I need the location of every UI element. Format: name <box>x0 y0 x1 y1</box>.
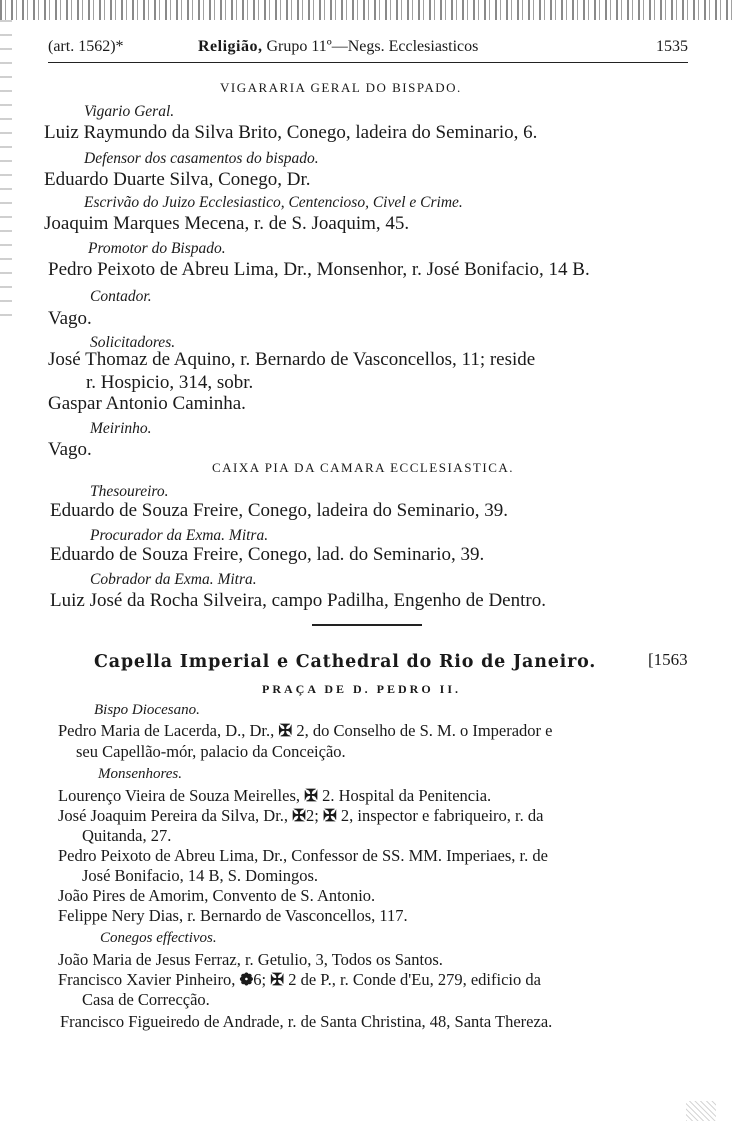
cross-icon: ✠ <box>292 806 306 825</box>
section-heading-caixa: CAIXA PIA DA CAMARA ECCLESIASTICA. <box>212 460 515 475</box>
role-label: Escrivão do Juizo Ecclesiastico, Centencioso, Civel e Crime. <box>84 194 463 211</box>
role-label: Contador. <box>90 288 152 305</box>
role-label: Monsenhores. <box>98 766 183 782</box>
entry-line: Felippe Nery Dias, r. Bernardo de Vasconcellos, 117. <box>58 906 408 925</box>
entry-line: Casa de Correcção. <box>82 990 210 1009</box>
section-divider <box>312 624 422 626</box>
role-label: Procurador da Exma. Mitra. <box>90 527 269 544</box>
running-title <box>198 38 478 56</box>
section-heading-vigararia: VIGARARIA GERAL DO BISPADO. <box>220 80 462 95</box>
cross-icon: ✠ <box>270 970 285 989</box>
entry-line: r. Hospicio, 314, sobr. <box>86 372 254 393</box>
entry-line: Luiz José da Rocha Silveira, campo Padilha, Engenho de Dentro. <box>50 590 546 611</box>
header-rule <box>48 62 688 63</box>
running-head <box>48 38 688 60</box>
scan-noise-corner <box>686 1101 716 1121</box>
article-ref: (art. 1562)* <box>48 38 124 55</box>
entry-line: João Maria de Jesus Ferraz, r. Getulio, 3, Todos os Santos. <box>58 950 443 969</box>
entry-line: Pedro Peixoto de Abreu Lima, Dr., Confessor de SS. MM. Imperiaes, r. de <box>58 846 548 865</box>
role-label: Solicitadores. <box>90 334 176 351</box>
capella-title: Capella Imperial e Cathedral do Rio de Janeiro. <box>94 652 597 672</box>
entry-line: Eduardo de Souza Freire, Conego, lad. do Seminario, 39. <box>50 544 485 565</box>
role-label: Promotor do Bispado. <box>88 240 226 257</box>
cross-icon: ✠ <box>304 786 318 805</box>
scan-noise-left <box>0 20 12 320</box>
entry-line: José Bonifacio, 14 B, S. Domingos. <box>82 866 319 885</box>
entry-line: Pedro Maria de Lacerda, D., Dr., ✠ 2, do Conselho de S. M. o Imperador e <box>58 721 553 740</box>
entry-line: Eduardo de Souza Freire, Conego, ladeira do Seminario, 39. <box>50 500 508 521</box>
entry-line: José Joaquim Pereira da Silva, Dr., ✠2; ✠ 2, inspector e fabriqueiro, r. da <box>58 806 544 825</box>
entry-line: Eduardo Duarte Silva, Conego, Dr. <box>44 169 311 190</box>
entry-line: João Pires de Amorim, Convento de S. Antonio. <box>58 886 376 905</box>
entry-line: Luiz Raymundo da Silva Brito, Conego, ladeira do Seminario, 6. <box>44 122 538 143</box>
capella-article-ref: [1563 <box>648 650 688 669</box>
role-label: Vigario Geral. <box>84 103 175 120</box>
page-number: 1535 <box>656 38 688 55</box>
entry-line: Francisco Figueiredo de Andrade, r. de Santa Christina, 48, Santa Thereza. <box>60 1012 553 1031</box>
role-label: Conegos effectivos. <box>100 930 217 946</box>
role-label: Defensor dos casamentos do bispado. <box>84 150 319 167</box>
running-title-bold: Religião, <box>198 38 263 55</box>
entry-line: seu Capellão-mór, palacio da Conceição. <box>76 742 346 761</box>
role-label: Cobrador da Exma. Mitra. <box>90 571 257 588</box>
entry-line: José Thomaz de Aquino, r. Bernardo de Vasconcellos, 11; reside <box>48 349 536 370</box>
cross-icon: ✠ <box>322 806 337 825</box>
scan-noise-top <box>0 0 736 20</box>
rose-icon: ❁ <box>239 970 254 989</box>
entry-line: Vago. <box>48 308 92 329</box>
entry-line: Francisco Xavier Pinheiro, ❁6; ✠ 2 de P., r. Conde d'Eu, 279, edificio da <box>58 970 541 989</box>
role-label: Meirinho. <box>90 420 152 437</box>
entry-line: Lourenço Vieira de Souza Meirelles, ✠ 2. Hospital da Penitencia. <box>58 786 492 805</box>
entry-line: Quitanda, 27. <box>82 826 172 845</box>
role-label: Bispo Diocesano. <box>94 702 200 718</box>
entry-line: Joaquim Marques Mecena, r. de S. Joaquim, 45. <box>44 213 410 234</box>
entry-line: Pedro Peixoto de Abreu Lima, Dr., Monsenhor, r. José Bonifacio, 14 B. <box>48 259 590 280</box>
running-title-rest: Grupo 11º—Negs. Ecclesiasticos <box>266 38 479 55</box>
capella-subheading: PRAÇA DE D. PEDRO II. <box>262 682 462 696</box>
role-label: Thesoureiro. <box>90 483 169 500</box>
entry-line: Gaspar Antonio Caminha. <box>48 393 246 414</box>
cross-icon: ✠ <box>278 721 293 740</box>
entry-line: Vago. <box>48 439 92 460</box>
